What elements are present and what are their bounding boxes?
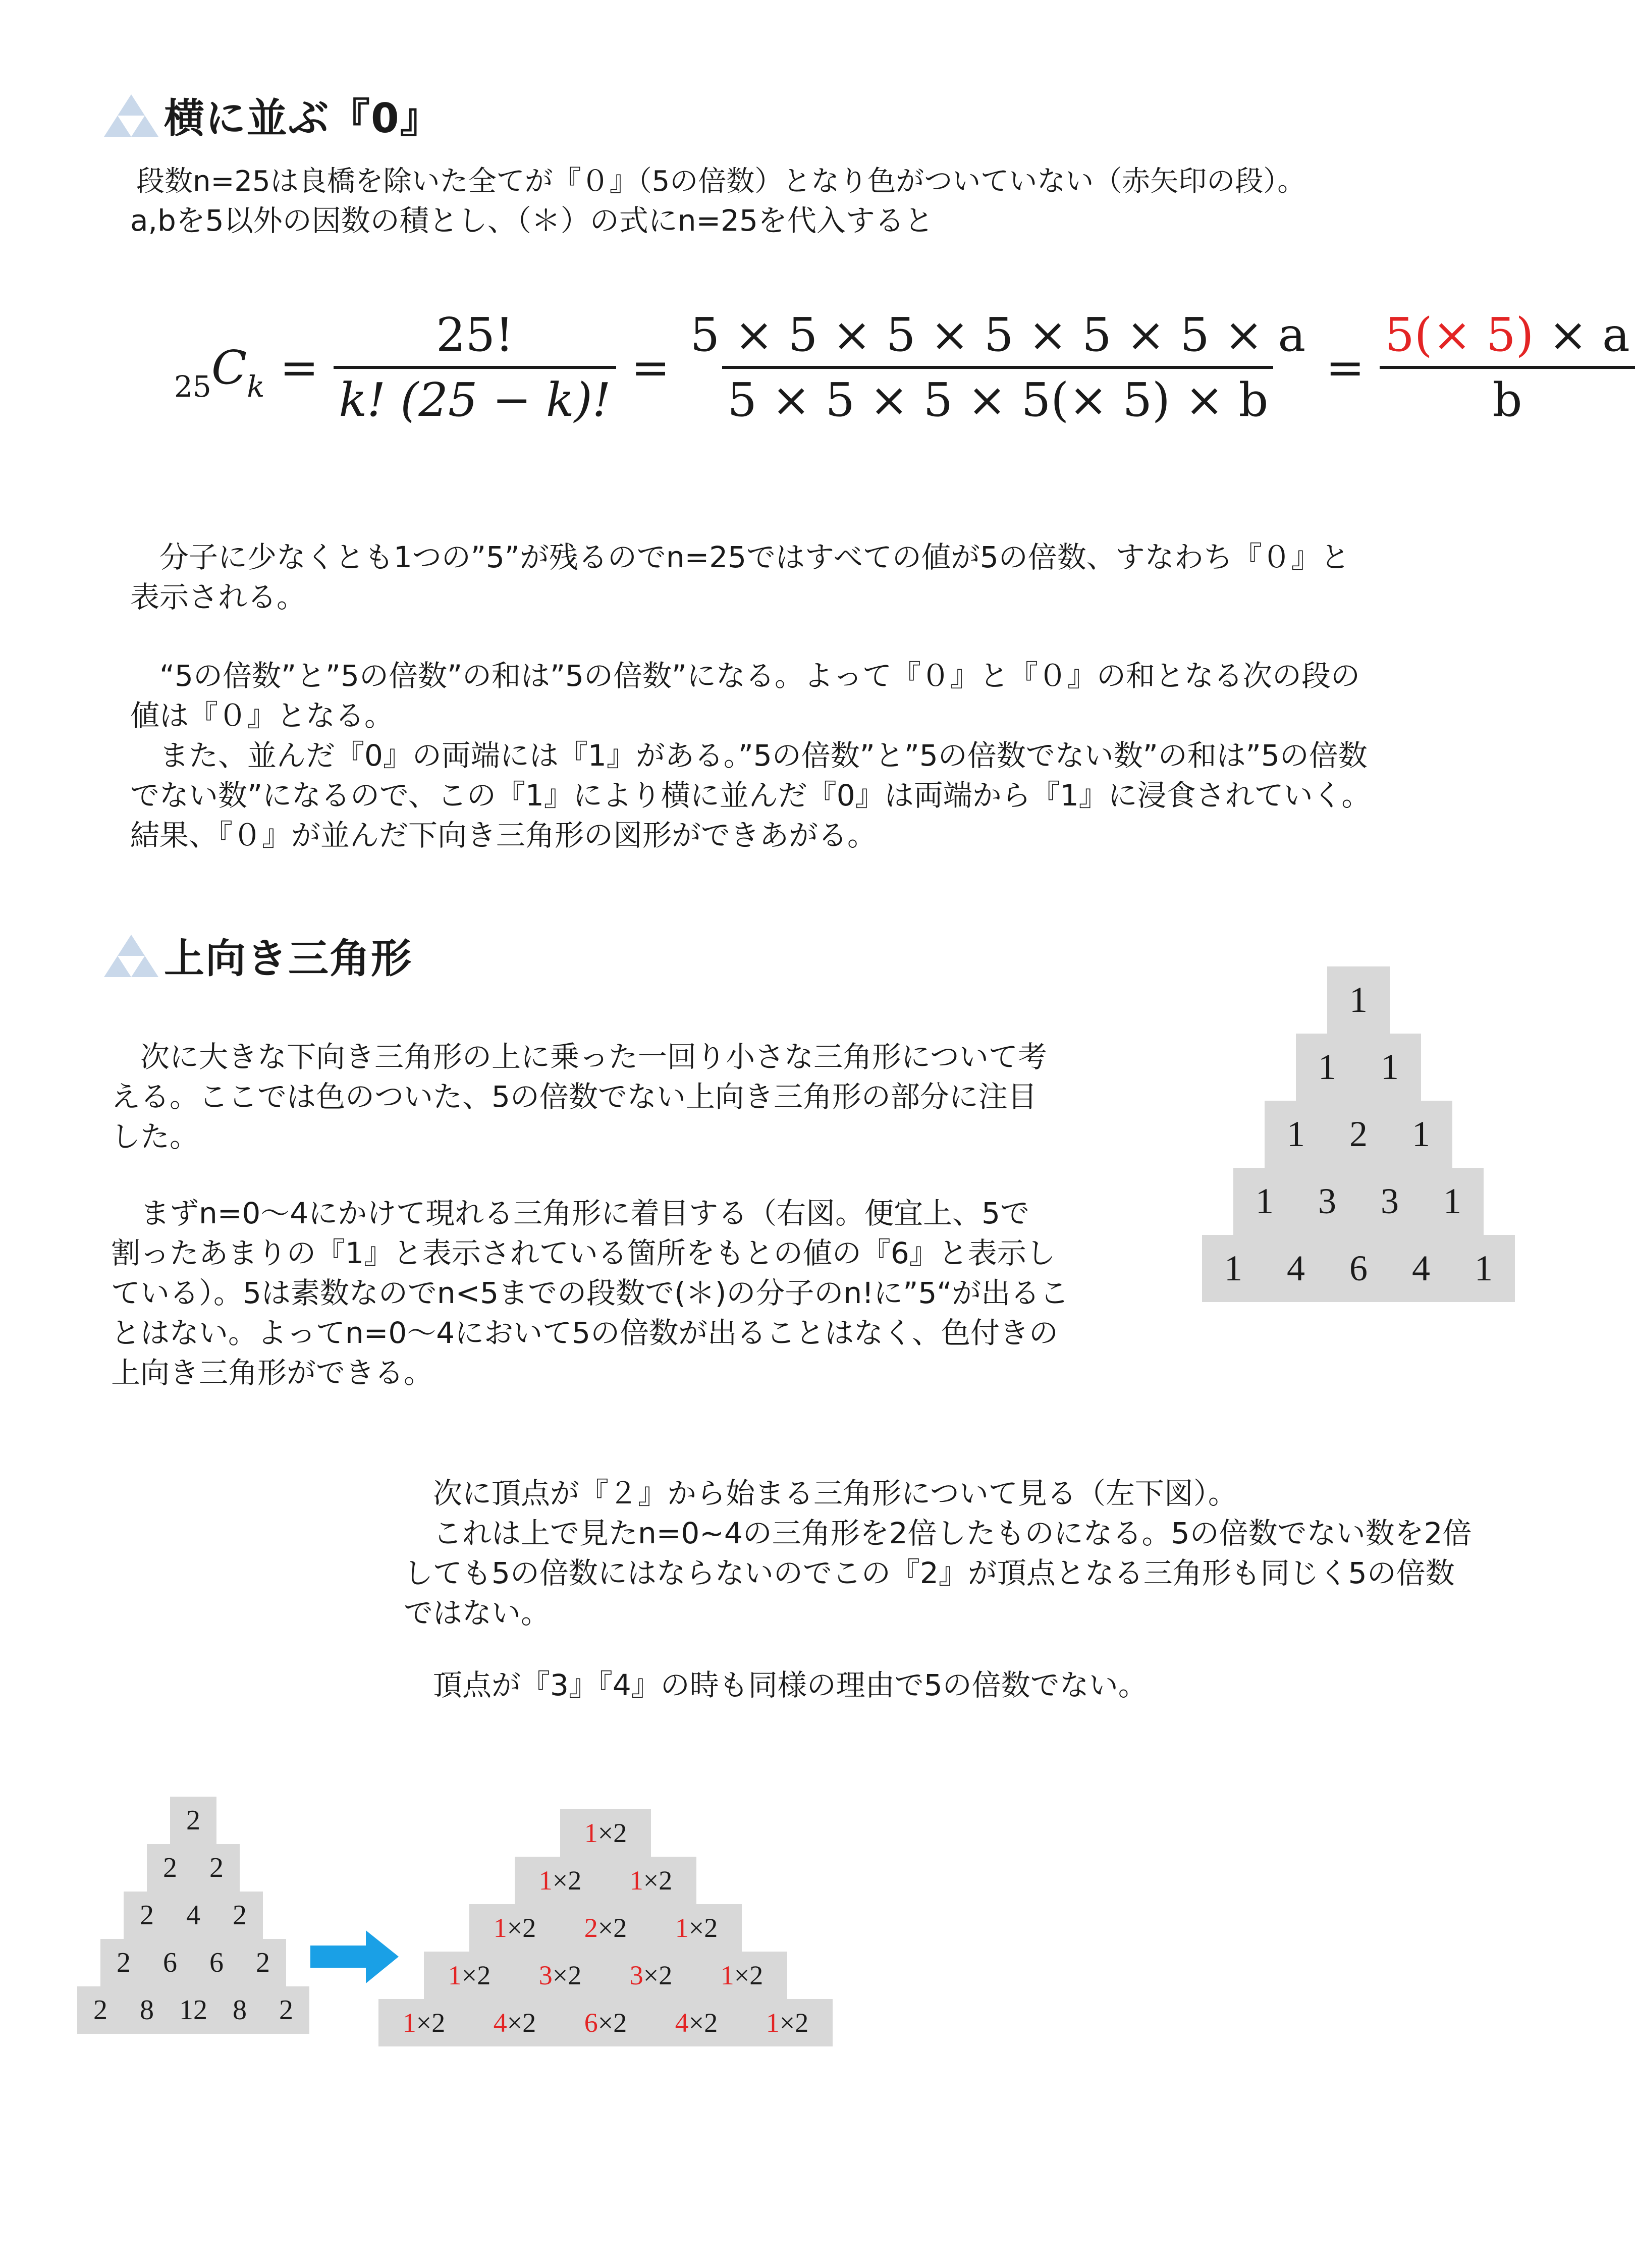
text-line: える。ここでは色のついた、5の倍数でない上向き三角形の部分に注目: [111, 1079, 1037, 1114]
text-line: 頂点が『3』『4』の時も同様の理由で5の倍数でない。: [404, 1668, 1148, 1702]
triangle-cell: 1: [1412, 1114, 1430, 1154]
equation-lhs: [174, 340, 265, 404]
triangle-cell: 8: [233, 1994, 247, 2026]
triangle-cell: [651, 1904, 742, 1952]
base-value: 4: [675, 2008, 689, 2038]
triangle-cell: [560, 1904, 651, 1952]
heading-text: 上向き三角形: [164, 935, 412, 982]
triforce-icon: [103, 933, 159, 978]
multiplier: ×2: [552, 1960, 582, 1990]
text-line: 次に大きな下向き三角形の上に乗った一回り小さな三角形について考: [111, 1040, 1047, 1074]
triangle-cell: 6: [209, 1947, 224, 1978]
base-value: 1: [675, 1913, 689, 1943]
multiplier: ×2: [507, 1913, 536, 1943]
text-line: 段数n=25は良橋を除いた全てが『０』（5の倍数）となり色がついていない（赤矢印の段）。: [136, 165, 1306, 198]
triangle-cell: 4: [186, 1900, 200, 1931]
multiplier: ×2: [643, 1865, 673, 1896]
triangle-cell: 1: [1256, 1181, 1274, 1221]
base-value: 1: [538, 1865, 553, 1896]
equals-sign: =: [1326, 340, 1365, 395]
triangle-cell: 3: [1318, 1181, 1336, 1221]
explanation-paragraph-2: [130, 656, 1371, 855]
base-value: 4: [493, 2008, 507, 2038]
multiplier: ×2: [597, 1818, 627, 1848]
text-line: 次に頂点が『２』から始まる三角形について見る（左下図）。: [404, 1476, 1237, 1510]
fraction-2: [685, 308, 1311, 427]
base-value: 1: [402, 2008, 416, 2038]
multiplier: ×2: [461, 1960, 491, 1990]
triangle-cell: 6: [1349, 1248, 1368, 1288]
triangle-cell: 1: [1443, 1181, 1461, 1221]
fraction-denominator: k! (25 − k)!: [334, 366, 616, 427]
multiplier: ×2: [552, 1865, 582, 1896]
upward-paragraph-4: [404, 1665, 1148, 1705]
triangle-cell: 2: [140, 1900, 154, 1931]
base-value: 3: [629, 1960, 643, 1990]
base-value: 1: [448, 1960, 462, 1990]
base-value: 6: [584, 2008, 598, 2038]
multiplier: ×2: [597, 1913, 627, 1943]
base-value: 1: [493, 1913, 507, 1943]
triangle-cell: 2: [117, 1947, 131, 1978]
text-line: でない数”になるので、この『1』により横に並んだ『0』は両端から『1』に浸食されていく。: [130, 778, 1371, 813]
red-factor: 5(× 5): [1385, 308, 1534, 362]
intro-paragraph: [136, 161, 1305, 201]
base-value: 1: [766, 2008, 780, 2038]
multiplier: ×2: [597, 2008, 627, 2038]
binomial-equation: [174, 308, 1635, 427]
base-value: 1: [720, 1960, 734, 1990]
text-line: ている）。5は素数なのでn<5までの段数で(＊)の分子のn!に”5“が出るこ: [111, 1276, 1069, 1310]
triangle-cell: 4: [1287, 1248, 1305, 1288]
text-line: 上向き三角形ができる。: [111, 1356, 433, 1390]
multiplier: ×2: [643, 1960, 673, 1990]
base-value: 1: [629, 1865, 643, 1896]
lhs-k: k: [247, 369, 265, 404]
text-line: した。: [111, 1119, 199, 1154]
triangle-cell: [696, 1952, 787, 1999]
triangle-cell: [606, 1857, 696, 1904]
triangle-cell: [424, 1952, 515, 1999]
fraction-3: [1380, 308, 1635, 427]
fraction-numerator: 5 × 5 × 5 × 5 × 5 × 5 × a: [690, 308, 1306, 362]
upward-paragraph-3: [404, 1474, 1472, 1633]
upward-paragraph-1: [111, 1037, 1047, 1157]
upward-paragraph-2: [111, 1194, 1069, 1393]
text-line: 割ったあまりの『1』と表示されている箇所をもとの値の『6』と表示し: [111, 1236, 1056, 1270]
fraction-numerator: 25!: [436, 308, 514, 362]
triangle-cell: 3: [1381, 1181, 1399, 1221]
triangle-cell: 2: [1349, 1114, 1368, 1154]
fraction-denominator: 5 × 5 × 5 × 5(× 5) × b: [722, 366, 1273, 427]
multiplier: ×2: [688, 1913, 718, 1943]
lhs-c: C: [211, 340, 247, 395]
multiplier: ×2: [734, 1960, 764, 1990]
explanation-paragraph-1: [130, 537, 1350, 617]
numerator-rest: × a: [1534, 308, 1630, 362]
triangle-cell: 1: [1349, 980, 1368, 1020]
text-line: 表示される。: [130, 580, 306, 614]
text-line: ではない。: [404, 1596, 551, 1630]
triangle-cell: 2: [279, 1994, 293, 2026]
triangle-cell: [515, 1857, 606, 1904]
text-line: a,bを5以外の因数の積とし、（＊）の式にn=25を代入すると: [130, 203, 934, 238]
text-line: 分子に少なくとも1つの”5”が残るのでn=25ではすべての値が5の倍数、すなわち『０』と: [130, 540, 1350, 574]
triangle-cell: [560, 1809, 651, 1857]
multiplier: ×2: [416, 2008, 446, 2038]
triangle-cell: [469, 1904, 560, 1952]
fraction-numerator: [1380, 308, 1635, 366]
base-value: 3: [538, 1960, 553, 1990]
text-line: しても5の倍数にはならないのでこの『2』が頂点となる三角形も同じく5の倍数: [404, 1556, 1455, 1590]
right-arrow-icon: [310, 1930, 399, 1983]
triangle-cell: [515, 1952, 606, 1999]
triangle-cell: 2: [163, 1852, 177, 1883]
triangle-cell: 1: [1475, 1248, 1493, 1288]
triangle-cell: 8: [140, 1994, 154, 2026]
triangle-cell: 2: [233, 1900, 247, 1931]
triangle-cell: [742, 1999, 833, 2046]
base-value: 2: [584, 1913, 598, 1943]
triangle-cell: 2: [93, 1994, 107, 2026]
fraction-denominator: b: [1380, 366, 1635, 427]
text-line: “5の倍数”と”5の倍数”の和は”5の倍数”になる。よって『０』と『０』の和となる次の段の: [130, 659, 1360, 693]
text-line: まずn=0〜4にかけて現れる三角形に着目する（右図。便宜上、5で: [111, 1196, 1030, 1230]
triangle-cell: [469, 1999, 560, 2046]
section-heading-zeros: [103, 86, 442, 144]
triangle-cell: 1: [1224, 1248, 1242, 1288]
triangle-cell: 1: [1381, 1047, 1399, 1087]
text-line: 値は『０』となる。: [130, 698, 394, 733]
text-line: 結果、『０』が並んだ下向き三角形の図形ができあがる。: [130, 818, 877, 852]
triangle-cell: 6: [163, 1947, 177, 1978]
triangle-cell: [560, 1999, 651, 2046]
text-line: また、並んだ『0』の両端には『1』がある。”5の倍数”と”5の倍数でない数”の和は”5の倍数: [130, 738, 1368, 773]
triangle-cell: 2: [209, 1852, 224, 1883]
section-heading-upward-triangle: [103, 926, 412, 984]
triangle-cell: 2: [256, 1947, 270, 1978]
text-line: これは上で見たn=0~4の三角形を2倍したものになる。5の倍数でない数を2倍: [404, 1516, 1472, 1550]
triangle-cell: 2: [186, 1805, 200, 1836]
triangle-cell: 12: [179, 1994, 207, 2026]
heading-text: 横に並ぶ『0』: [164, 95, 442, 142]
base-value: 1: [584, 1818, 598, 1848]
equals-sign: =: [280, 340, 319, 395]
triangle-cell: [651, 1999, 742, 2046]
equals-sign: =: [631, 340, 670, 395]
lhs-subscript: 25: [174, 369, 211, 404]
fraction-1: [334, 308, 616, 427]
multiplier: ×2: [779, 2008, 809, 2038]
triangle-cell: 1: [1318, 1047, 1336, 1087]
text-line: とはない。よってn=0〜4において5の倍数が出ることはなく、色付きの: [111, 1316, 1058, 1350]
triforce-icon: [103, 92, 159, 138]
triangle-cell: [606, 1952, 696, 1999]
multiplier: ×2: [507, 2008, 536, 2038]
triangle-cell: [378, 1999, 469, 2046]
triangle-cell: 4: [1412, 1248, 1430, 1288]
intro-paragraph-2: [130, 201, 934, 241]
multiplier: ×2: [688, 2008, 718, 2038]
triangle-cell: 1: [1287, 1114, 1305, 1154]
